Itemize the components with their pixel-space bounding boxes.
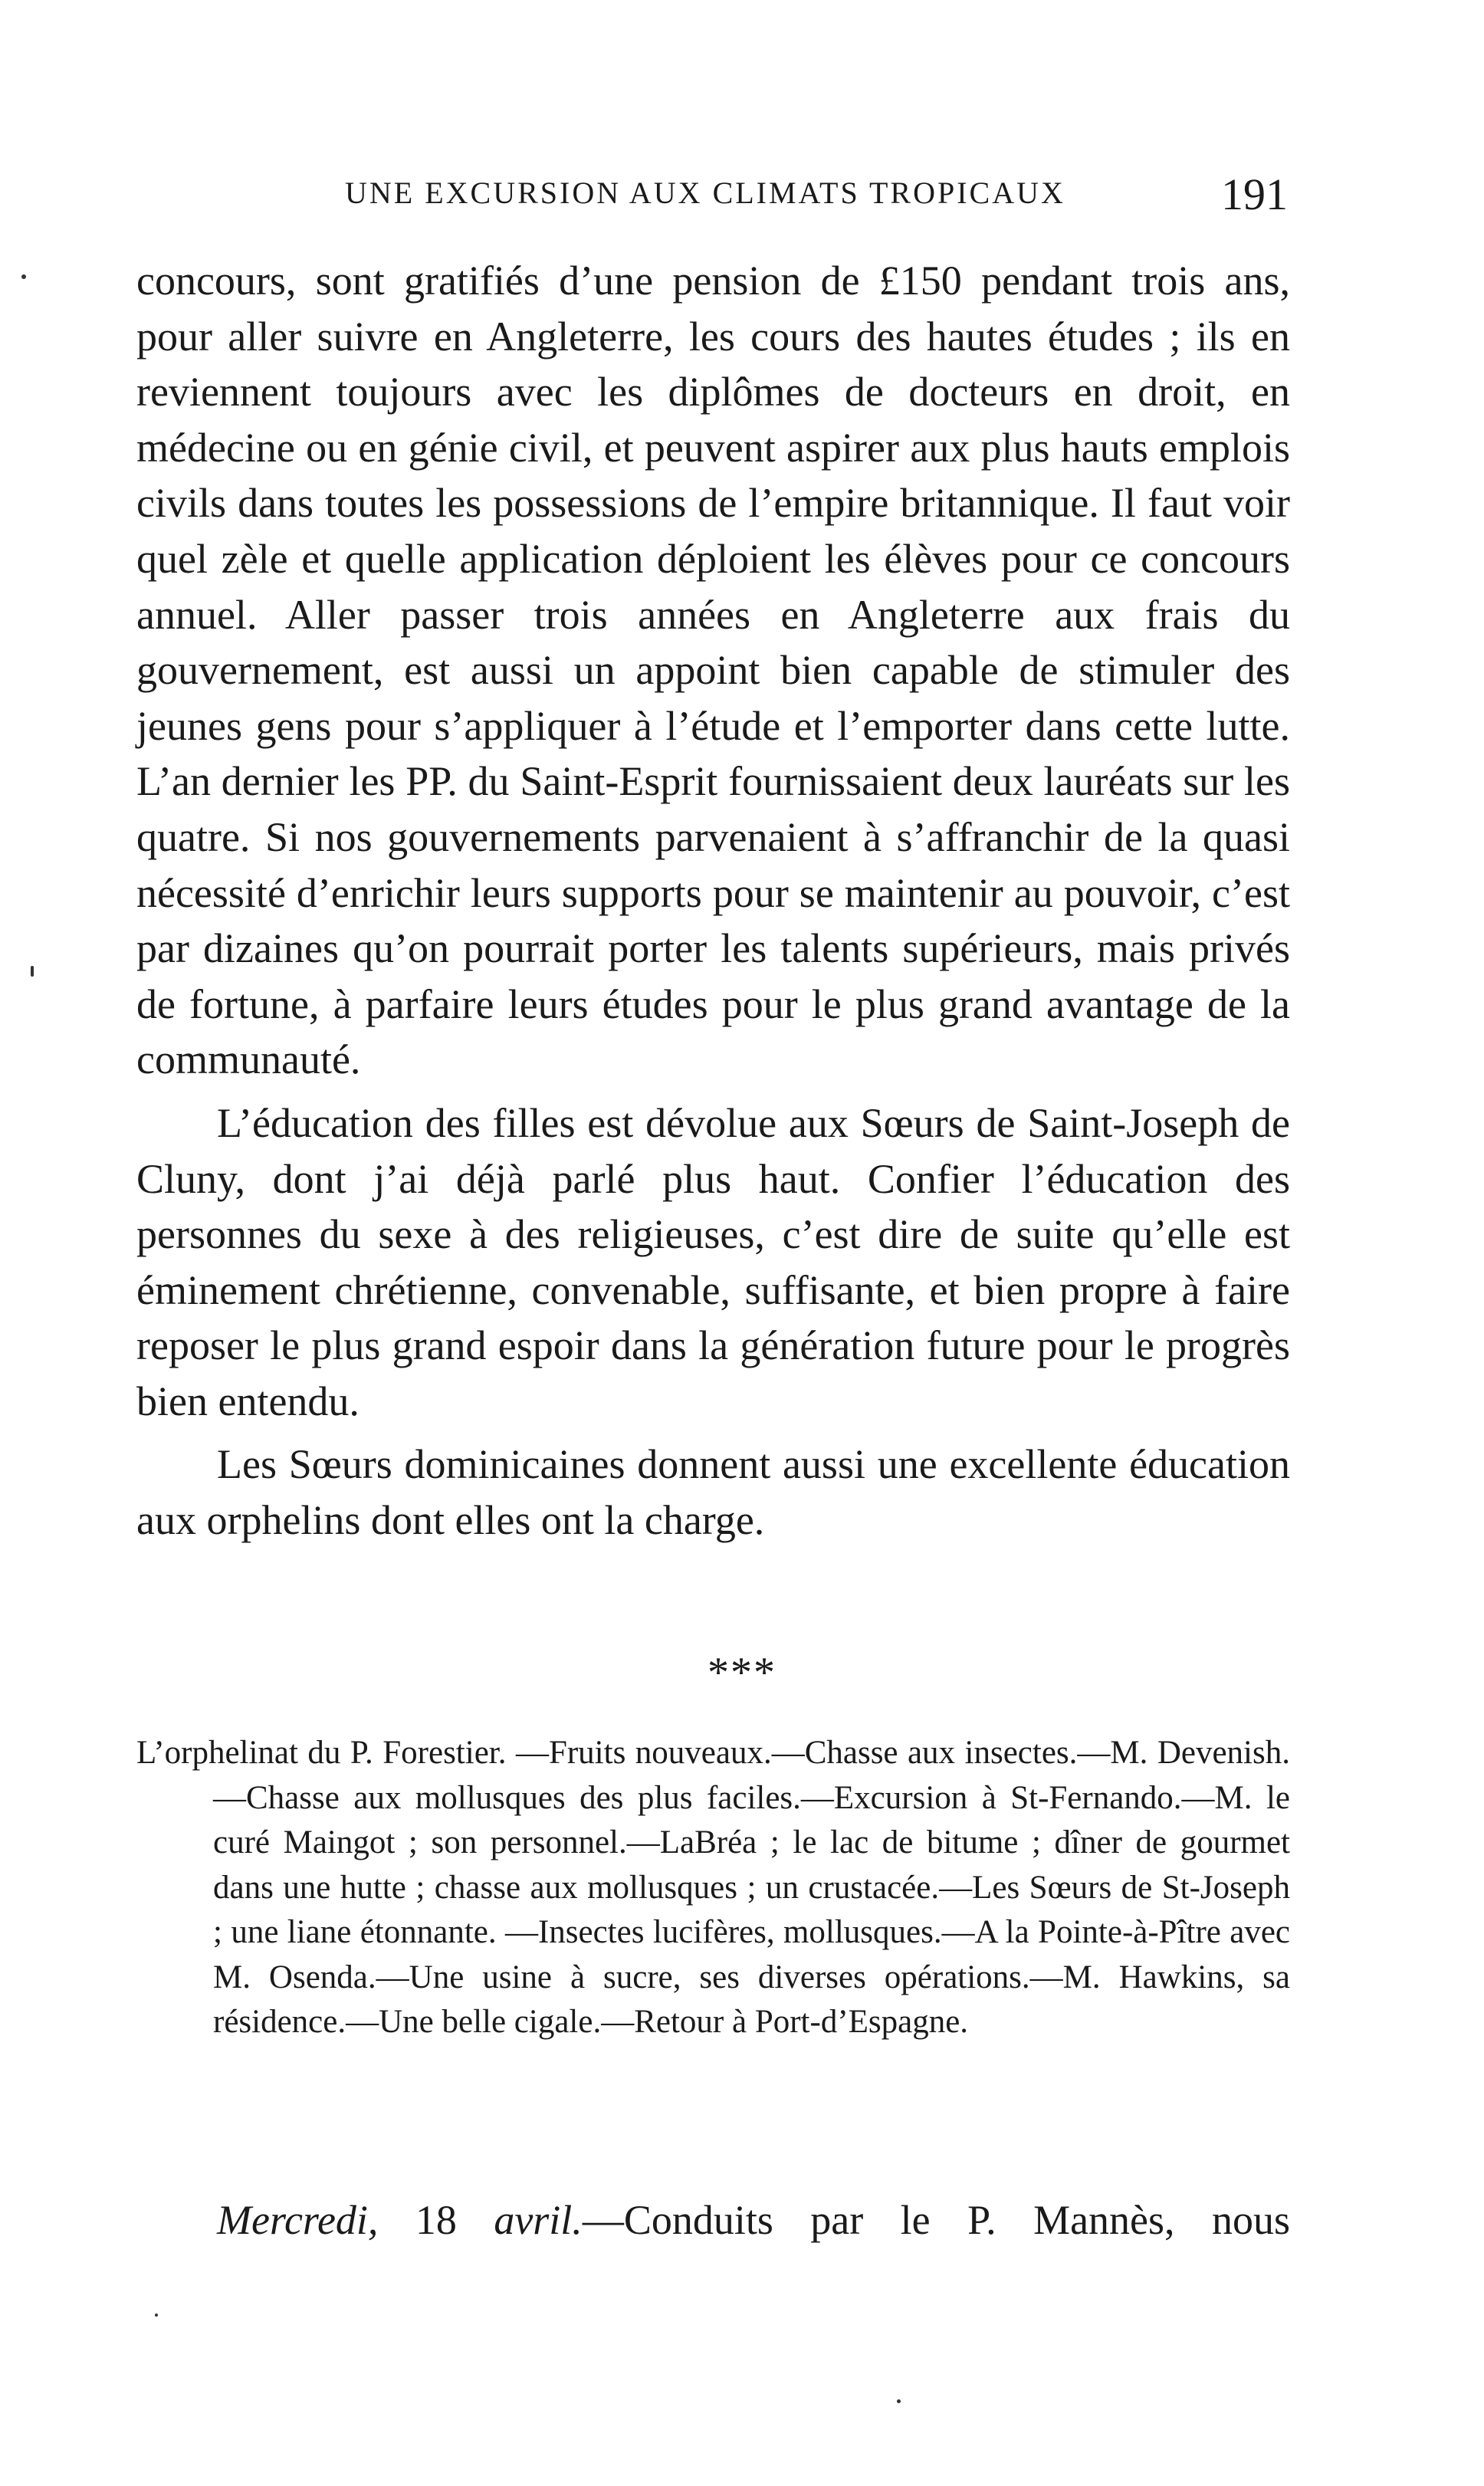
closing-text: —Conduits par le P. Mannès, nous — [582, 2197, 1290, 2243]
page-number: 191 — [1221, 169, 1288, 219]
print-speck — [897, 2399, 901, 2403]
page-header — [138, 169, 1288, 236]
date-month: avril. — [494, 2197, 583, 2243]
print-speck — [155, 2314, 158, 2317]
date-day: 18 — [378, 2197, 494, 2243]
date-weekday: Mercredi, — [217, 2197, 379, 2243]
main-text — [136, 253, 1290, 1548]
print-speck — [31, 966, 34, 977]
paragraph-1: concours, sont gratifiés d’une pension de £150 pendant trois ans, pour aller suivre en Angleterre, les cours des hautes études ; ils en reviennent toujours avec les diplômes de docteurs en droit, en médecine ou en génie civil, et peuvent aspirer aux plus hauts emplois civils dans toutes les possessions de l’empire britannique. Il faut voir quel zèle et quelle application déploient les élèves pour ce concours annuel. Aller passer trois années en Angleterre aux frais du gouvernement, est aussi un appoint bien capable de stimuler des jeunes gens pour s’appliquer à l’étude et l’emporter dans cette lutte. L’an dernier les PP. du Saint-Esprit fournissaient deux lauréats sur les quatre. Si nos gouvernements parvenaient à s’affranchir de la quasi nécessité d’enrichir leurs supports pour se maintenir au pouvoir, c’est par dizaines qu’on pourrait porter les talents supérieurs, mais privés de fortune, à parfaire leurs études pour le plus grand avantage de la communauté. — [136, 258, 1290, 1083]
closing-paragraph — [136, 2192, 1290, 2248]
print-speck — [21, 274, 26, 279]
chapter-summary: L’orphelinat du P. Forestier. —Fruits nouveaux.—Chasse aux insectes.—M. Devenish.—Chasse aux mollusques des plus faciles.—Excursion à St-Fernando.—M. le curé Maingot ; son personnel.—LaBréa ; le lac de bitume ; dîner de gourmet dans une hutte ; chasse aux mollusques ; un crustacée.—Les Sœurs de St-Joseph ; une liane étonnante. —Insectes lucifères, mollusques.—A la Pointe-à-Pître avec M. Osenda.—Une usine à sucre, ses diverses opérations.—M. Hawkins, sa résidence.—Une belle cigale.—Retour à Port-d’Espagne. — [136, 1735, 1290, 2040]
paragraph-2: L’éducation des filles est dévolue aux Sœurs de Saint-Joseph de Cluny, dont j’ai déjà parlé plus haut. Confier l’éducation des personnes du sexe à des religieuses, c’est dire de suite qu’elle est éminement chrétienne, convenable, suffisante, et bien propre à faire reposer le plus grand espoir dans la génération future pour le progrès bien entendu. — [136, 1099, 1290, 1424]
paragraph-3: Les Sœurs dominicaines donnent aussi une excellente éducation aux orphelins dont elles ont la charge. — [136, 1441, 1290, 1544]
running-title: UNE EXCURSION AUX CLIMATS TROPICAUX — [345, 176, 1065, 210]
section-separator: *** — [708, 1649, 776, 1696]
